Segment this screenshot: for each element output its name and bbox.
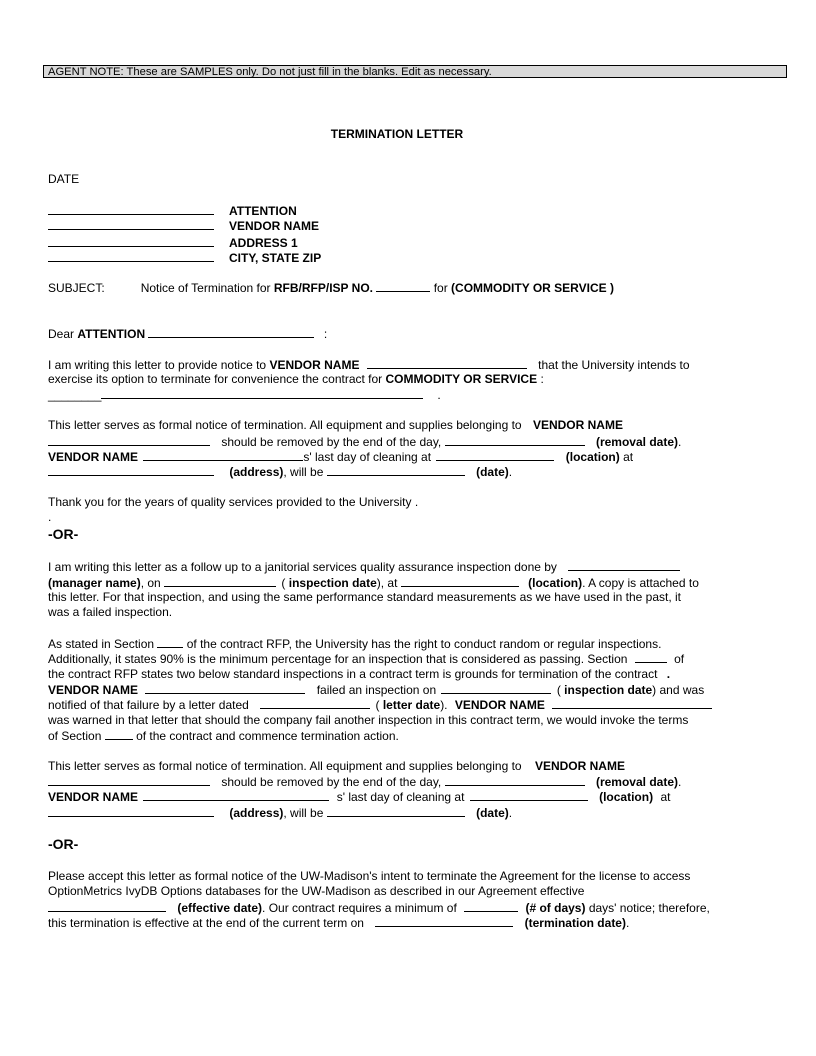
p1-commodity: COMMODITY OR SERVICE: [385, 372, 538, 386]
p5-line-4: [48, 682, 704, 697]
p6-removal-blank[interactable]: [445, 774, 585, 786]
p6-line-3: [48, 789, 670, 804]
p2-text: , will be: [283, 465, 324, 479]
p4-manager-blank[interactable]: [568, 559, 680, 571]
p6-line-1: [48, 759, 625, 773]
p7-text: Please accept this letter as formal notice of the UW-Madison's intent to terminate the Agreement for the license to access: [48, 869, 691, 883]
p3-line-2: [48, 510, 51, 524]
p6-location-blank[interactable]: [470, 789, 588, 801]
p5-section-blank[interactable]: [157, 636, 183, 648]
p6-address-blank[interactable]: [48, 805, 214, 817]
p5-line-2: [48, 651, 684, 666]
p4-paren: (: [281, 576, 286, 590]
p4-line-4: [48, 605, 172, 619]
p1-line-2: [48, 372, 544, 386]
p5-text: of Section: [48, 729, 102, 743]
p6-period-2: .: [508, 806, 513, 820]
p2-vendor-blank-2[interactable]: [143, 449, 303, 461]
p6-text: This letter serves as formal notice of termination. All equipment and supplies belonging to: [48, 759, 522, 773]
p7-termination-date: (termination date): [524, 916, 626, 930]
address-blank[interactable]: [48, 203, 214, 215]
p5-vendor-name: VENDOR NAME: [48, 683, 139, 697]
p5-line-7: [48, 728, 399, 743]
p5-line-6: [48, 713, 688, 727]
p6-date-blank[interactable]: [327, 805, 465, 817]
p6-vendor-blank[interactable]: [48, 774, 210, 786]
p5-vendor-blank-2[interactable]: [552, 697, 712, 709]
subject-commodity: (COMMODITY OR SERVICE ): [451, 281, 614, 295]
p5-line-3: [48, 667, 670, 681]
p6-vendor-blank-2[interactable]: [143, 789, 329, 801]
p5-vendor-blank[interactable]: [145, 682, 305, 694]
p5-text: failed an inspection on: [316, 683, 437, 697]
p4-location: (location): [528, 576, 583, 590]
p1-text: that the University intends to: [538, 358, 690, 372]
p1-line-1: [48, 357, 690, 372]
p6-text: should be removed by the end of the day,: [221, 775, 442, 789]
p2-removal-blank[interactable]: [445, 434, 585, 446]
or-divider-1: -OR-: [48, 526, 79, 542]
p5-section-blank-3[interactable]: [105, 728, 133, 740]
subject-for: for: [433, 281, 448, 295]
p3-text: Thank you for the years of quality services provided to the University .: [48, 495, 419, 509]
salutation-colon: :: [323, 327, 328, 341]
address-blank[interactable]: [48, 218, 214, 230]
p6-text: , will be: [283, 806, 324, 820]
address-label: ATTENTION: [229, 204, 297, 218]
p5-letter-blank[interactable]: [260, 697, 370, 709]
p2-location: (location): [565, 450, 620, 464]
address-blank[interactable]: [48, 235, 214, 247]
p5-vendor-name-2: VENDOR NAME: [454, 698, 545, 712]
p1-vendor-blank[interactable]: [367, 357, 527, 369]
p5-letter-date: letter date: [382, 698, 441, 712]
date-line: [48, 172, 79, 186]
p7-days-blank[interactable]: [464, 900, 518, 912]
p2-vendor-name: VENDOR NAME: [532, 418, 623, 432]
p2-text: This letter serves as formal notice of termination. All equipment and supplies belonging to: [48, 418, 522, 432]
p5-text: was warned in that letter that should the company fail another inspection in this contract term, we would invoke the terms: [48, 713, 689, 727]
p2-line-3: [48, 449, 633, 464]
p5-paren: (: [556, 683, 561, 697]
p6-address: (address): [229, 806, 284, 820]
p5-line-1: [48, 636, 661, 651]
p6-line-4: [48, 805, 512, 820]
p4-location-blank[interactable]: [401, 575, 519, 587]
p2-line-4: [48, 464, 512, 479]
p3-line-1: [48, 495, 418, 509]
p4-text: was a failed inspection.: [48, 605, 173, 619]
p2-vendor-blank[interactable]: [48, 434, 210, 446]
letter-title: TERMINATION LETTER: [330, 127, 464, 141]
p6-text: s' last day of cleaning at: [336, 790, 465, 804]
p1-dot: .: [437, 388, 441, 402]
p2-address-blank[interactable]: [48, 464, 214, 476]
p1-dashes: ________: [48, 388, 102, 402]
p1-text: exercise its option to terminate for convenience the contract for: [48, 372, 383, 386]
p6-period: .: [678, 775, 682, 789]
p4-text: , on: [140, 576, 161, 590]
subject-text: Notice of Termination for: [140, 281, 271, 295]
p1-colon: :: [540, 372, 544, 386]
p7-line-2: [48, 884, 584, 898]
p5-text: of the contract and commence termination action.: [136, 729, 399, 743]
p5-section-blank-2[interactable]: [635, 651, 667, 663]
p5-inspection-date: inspection date: [564, 683, 653, 697]
address-label: VENDOR NAME: [229, 219, 320, 233]
rfb-number-blank[interactable]: [376, 280, 430, 292]
p1-line-3: [48, 387, 441, 402]
p5-paren: (: [375, 698, 380, 712]
subject-line: [48, 280, 614, 295]
p6-removal-date: (removal date): [595, 775, 678, 789]
p4-line-3: [48, 590, 681, 604]
p2-vendor-name-2: VENDOR NAME: [48, 450, 139, 464]
address-label: ADDRESS 1: [229, 236, 298, 250]
p2-date: (date): [476, 465, 509, 479]
p7-line-4: [48, 915, 629, 930]
p2-text: s' last day of cleaning at: [303, 450, 432, 464]
p5-line-5: [48, 697, 712, 712]
p1-vendor-name: VENDOR NAME: [269, 358, 360, 372]
p4-text: I am writing this letter as a follow up to a janitorial services quality assurance inspection done by: [48, 560, 557, 574]
p4-text: . A copy is attached to: [582, 576, 699, 590]
p4-manager-name: (manager name): [48, 576, 141, 590]
p5-text: Additionally, it states 90% is the minimum percentage for an inspection that is considered as passing. Section: [48, 652, 628, 666]
agent-note-text: AGENT NOTE: These are SAMPLES only. Do not just fill in the blanks. Edit as necessary.: [48, 66, 492, 78]
or-divider-2: -OR-: [48, 836, 79, 852]
p4-line-2: [48, 575, 699, 590]
p7-period: .: [625, 916, 630, 930]
subject-label: SUBJECT:: [48, 281, 105, 295]
p2-location-blank[interactable]: [436, 449, 554, 461]
p2-line-1: [48, 418, 623, 432]
p5-text: the contract RFP states two below standard inspections in a contract term is grounds for termination of the contract: [48, 667, 658, 681]
p6-at: at: [660, 790, 671, 804]
date-label: DATE: [48, 172, 80, 186]
p4-text: this letter. For that inspection, and using the same performance standard measurements as we have used in the past, it: [48, 590, 682, 604]
address-line-2: [48, 218, 319, 233]
p2-line-2: [48, 434, 681, 449]
p7-effective-date: (effective date): [177, 901, 263, 915]
rfb-number-label: RFB/RFP/ISP NO.: [273, 281, 373, 295]
p7-days: (# of days): [525, 901, 586, 915]
address-blank[interactable]: [48, 250, 214, 262]
p5-text: ) and was: [652, 683, 705, 697]
p6-date: (date): [476, 806, 509, 820]
p5-dot: .: [666, 667, 671, 681]
p5-text: of the contract RFP, the University has the right to conduct random or regular inspections.: [186, 637, 662, 651]
salutation-line: [48, 326, 327, 341]
p5-inspection-blank[interactable]: [441, 682, 551, 694]
p5-text: ).: [440, 698, 448, 712]
p5-text: notified of that failure by a letter dated: [48, 698, 249, 712]
p7-text: this termination is effective at the end of the current term on: [48, 916, 364, 930]
p1-commodity-blank[interactable]: [101, 387, 423, 399]
p6-location: (location): [599, 790, 654, 804]
address-line-4: [48, 250, 321, 265]
address-label: CITY, STATE ZIP: [229, 251, 322, 265]
salutation-dear: Dear: [48, 327, 75, 341]
p7-text: . Our contract requires a minimum of: [262, 901, 457, 915]
p4-text: ), at: [376, 576, 398, 590]
salutation-attention: ATTENTION: [77, 327, 146, 341]
p7-effective-blank[interactable]: [48, 900, 166, 912]
p6-vendor-name: VENDOR NAME: [534, 759, 625, 773]
p3-dot: .: [48, 510, 52, 524]
p7-termination-blank[interactable]: [375, 915, 513, 927]
p7-text: days' notice; therefore,: [588, 901, 710, 915]
p7-line-1: [48, 869, 690, 883]
p2-removal-date: (removal date): [595, 435, 678, 449]
salutation-blank[interactable]: [148, 326, 314, 338]
p4-line-1: [48, 559, 680, 574]
p2-date-blank[interactable]: [327, 464, 465, 476]
address-line-3: [48, 235, 298, 250]
p4-inspection-date: inspection date: [288, 576, 377, 590]
p6-vendor-name-2: VENDOR NAME: [48, 790, 139, 804]
p4-inspection-blank[interactable]: [164, 575, 276, 587]
p1-text: I am writing this letter to provide notice to: [48, 358, 267, 372]
p6-line-2: [48, 774, 681, 789]
p2-at: at: [623, 450, 634, 464]
p2-period: .: [678, 435, 682, 449]
p2-period-2: .: [508, 465, 513, 479]
agent-note-banner: [43, 65, 787, 78]
p2-address: (address): [229, 465, 284, 479]
p2-text: should be removed by the end of the day,: [221, 435, 442, 449]
p7-line-3: [48, 900, 710, 915]
address-line-1: [48, 203, 297, 218]
p7-text: OptionMetrics IvyDB Options databases for the UW-Madison as described in our Agreement effective: [48, 884, 585, 898]
p5-text: of: [674, 652, 685, 666]
p5-text: As stated in Section: [48, 637, 155, 651]
